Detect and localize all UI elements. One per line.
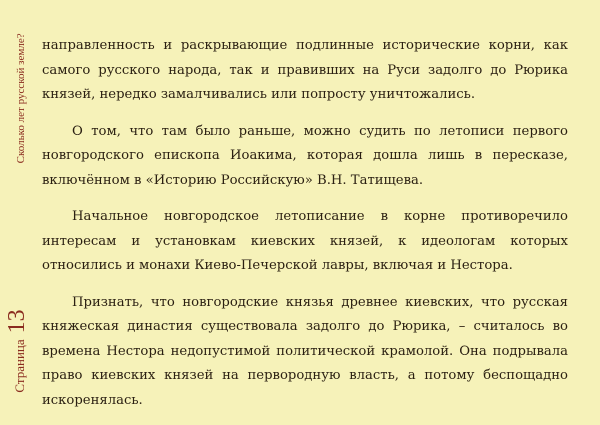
book-title: Сколько лет русской земле?: [15, 33, 27, 164]
paragraph-2: О том, что там было раньше, можно судить по летописи первого новгородского епископа Иоакима, которая дошла лишь в пересказе, включённом в «Историю Российскую» В.Н. Татищева.: [42, 123, 568, 188]
page-number: 13: [4, 309, 30, 334]
paragraph-1: направленность и раскрывающие подлинные исторические корни, как самого русского народа, так и правивших на Руси задолго до Рюрика князей, нередко замалчивались или попросту уничтожались.: [42, 38, 568, 102]
paragraph-3: Начальное новгородское летописание в корне противоречило интересам и установкам киевских князей, к идеологам которых относились и монахи Киево-Печерской лавры, включая и Нестора.: [42, 209, 568, 273]
sidebar-rotated-text: [5, 33, 29, 392]
paragraph-4: Признать, что новгородские князья древнее киевских, что русская княжеская династия существовала задолго до Рюрика, – считалось во времена Нестора недопустимой политической крамолой. Она подрывала право киевских князей на первородную власть, а потому беспощадно искоренялась.: [42, 294, 568, 408]
page-sidebar: [4, 24, 30, 402]
body-text: [42, 34, 568, 425]
page-label: Страница: [12, 339, 27, 393]
